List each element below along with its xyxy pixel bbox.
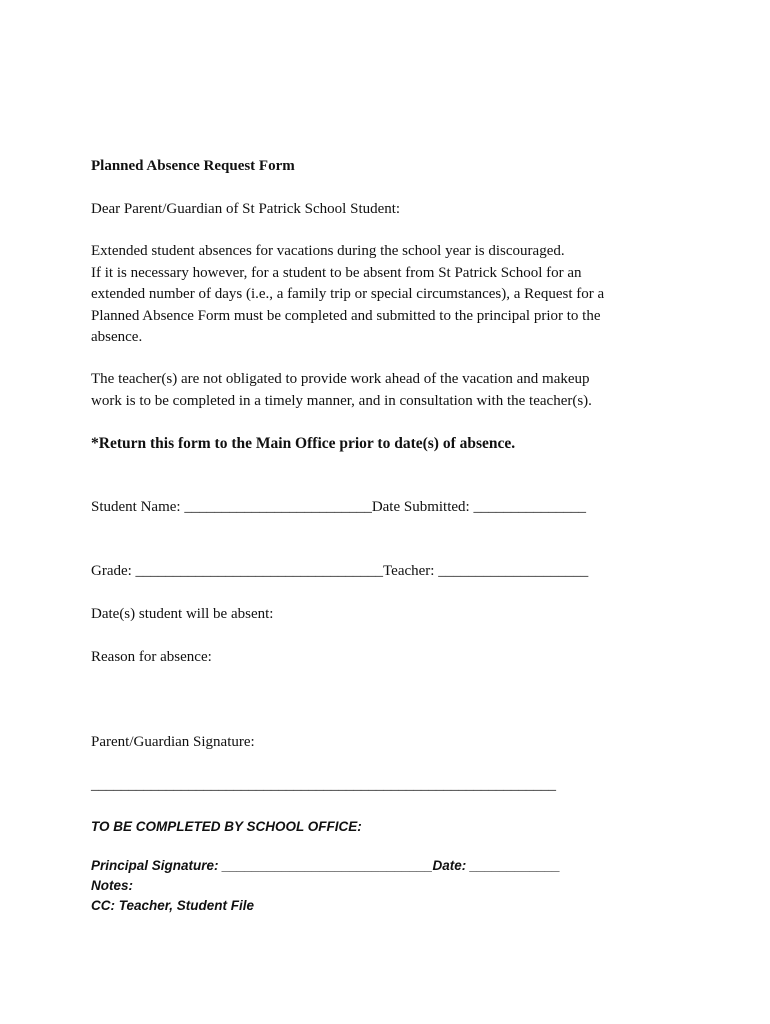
teacher-line: work is to be completed in a timely manner, and in consultation with the teacher(s). xyxy=(91,392,592,409)
parent-signature-line[interactable]: ______________________________________________________________ xyxy=(91,777,556,793)
intro-line: If it is necessary however, for a student to be absent from St Patrick School for an xyxy=(91,264,582,281)
salutation: Dear Parent/Guardian of St Patrick School Student: xyxy=(91,201,401,217)
teacher-line: The teacher(s) are not obligated to provide work ahead of the vacation and makeup xyxy=(91,371,590,387)
student-name-field[interactable]: Student Name: _________________________Date Submitted: _______________ xyxy=(91,499,586,515)
notes-label: Notes: xyxy=(91,878,134,893)
cc-line: CC: Teacher, Student File xyxy=(91,898,255,913)
reason-field[interactable]: Reason for absence: xyxy=(91,649,212,665)
intro-line: Extended student absences for vacations during the school year is discouraged. xyxy=(91,243,565,259)
teacher-paragraph xyxy=(91,369,592,412)
form-title: Planned Absence Request Form xyxy=(91,158,295,174)
parent-signature-label: Parent/Guardian Signature: xyxy=(91,734,255,750)
intro-line: extended number of days (i.e., a family trip or special circumstances), a Request for a xyxy=(91,286,605,302)
return-notice: *Return this form to the Main Office prior to date(s) of absence. xyxy=(91,435,516,452)
intro-line: Planned Absence Form must be completed and submitted to the principal prior to the xyxy=(91,307,601,324)
dates-absent-field[interactable]: Date(s) student will be absent: xyxy=(91,606,274,622)
office-heading: TO BE COMPLETED BY SCHOOL OFFICE: xyxy=(91,819,362,834)
grade-teacher-field[interactable]: Grade: _________________________________Teacher: ____________________ xyxy=(91,563,589,579)
intro-line: absence. xyxy=(91,329,143,345)
principal-signature-field[interactable]: Principal Signature: ____________________________Date: ____________ xyxy=(91,858,561,873)
intro-paragraph xyxy=(91,241,681,349)
